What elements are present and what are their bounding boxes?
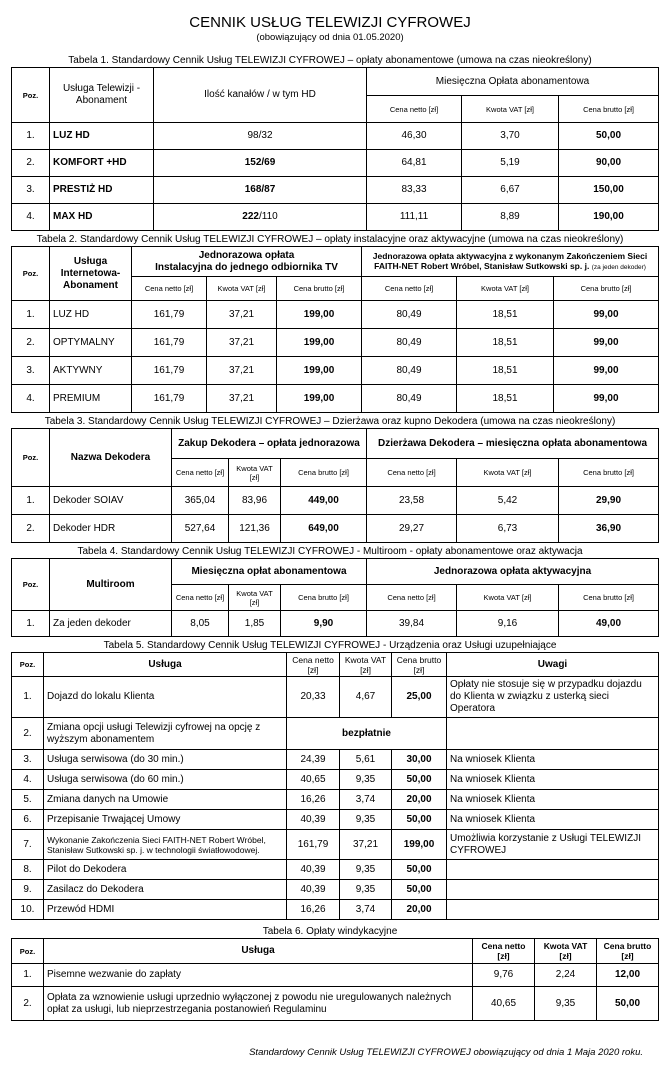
table-row: 2. Dekoder HDR 527,64 121,36 649,00 29,27 6,73 36,90 — [12, 515, 659, 543]
table-row: 2. OPTYMALNY 161,79 37,21 199,00 80,49 18,51 99,00 — [12, 329, 659, 357]
table-row: 1. Za jeden dekoder 8,05 1,85 9,90 39,84 9,16 49,00 — [12, 611, 659, 637]
page-title: CENNIK USŁUG TELEWIZJI CYFROWEJ — [189, 14, 471, 31]
table-row: 4. MAX HD 222/110 111,11 8,89 190,00 — [12, 204, 659, 231]
table6-caption: Tabela 6. Opłaty windykacyjne — [262, 926, 398, 937]
table-row: 7. Wykonanie Zakończenia Sieci FAITH-NET Robert Wróbel, Stanisław Sutkowski sp. j. w technologii światłowodowej. 161,79 37,21 199,00 Umożliwia korzystanie z Usługi TELEWIZJI CYFROWEJ — [12, 830, 659, 860]
table-row: 10. Przewód HDMI 16,26 3,74 20,00 — [12, 900, 659, 920]
table-row: 3. AKTYWNY 161,79 37,21 199,00 80,49 18,51 99,00 — [12, 357, 659, 385]
table3-decoder: Poz. Nazwa Dekodera Zakup Dekodera – opłata jednorazowa Dzierżawa Dekodera – miesięczna opłata abonamentowa Cena netto [zł] Kwota VAT [zł] Cena brutto [zł] Cena netto [zł] Kwota VAT [zł] Cena brutto [zł] 1. Dekoder SOIAV 365,04 83,96 449,00 23,58 5,42 29,90 2. Dekoder HDR 527,64 121,36 649,00 29,27 6,73 36,90 — [11, 428, 659, 543]
table4-caption: Tabela 4. Standardowy Cennik Usług TELEWIZJI CYFROWEJ - Multiroom - opłaty abonamentowe oraz aktywacja — [77, 546, 583, 557]
table-row: 4. PREMIUM 161,79 37,21 199,00 80,49 18,51 99,00 — [12, 385, 659, 413]
col-poz: Poz. — [12, 68, 50, 123]
table-row: 9. Zasilacz do Dekodera 40,39 9,35 50,00 — [12, 880, 659, 900]
table-row: 1. LUZ HD 98/32 46,30 3,70 50,00 — [12, 123, 659, 150]
table-row: 5. Zmiana danych na Umowie 16,26 3,74 20,00 Na wniosek Klienta — [12, 790, 659, 810]
table-row: 8. Pilot do Dekodera 40,39 9,35 50,00 — [12, 860, 659, 880]
table3-caption: Tabela 3. Standardowy Cennik Usług TELEWIZJI CYFROWEJ – Dzierżawa oraz kupno Dekodera (umowa na czas nieokreślony) — [44, 416, 616, 427]
page-subtitle: (obowiązujący od dnia 01.05.2020) — [256, 32, 404, 43]
table-row: 6. Przepisanie Trwającej Umowy 40,39 9,35 50,00 Na wniosek Klienta — [12, 810, 659, 830]
table-row: 1. Pisemne wezwanie do zapłaty 9,76 2,24 12,00 — [12, 964, 659, 987]
table5-caption: Tabela 5. Standardowy Cennik Usług TELEWIZJI CYFROWEJ - Urządzenia oraz Usługi uzupełniające — [103, 640, 557, 651]
table-row: 3. PRESTIŻ HD 168/87 83,33 6,67 150,00 — [12, 177, 659, 204]
table1-subscription — [11, 67, 659, 231]
table2-caption: Tabela 2. Standardowy Cennik Usług TELEWIZJI CYFROWEJ – opłaty instalacyjne oraz aktywacyjne (umowa na czas nieokreślony) — [36, 234, 624, 245]
table2-installation: Poz. Usługa Internetowa- Abonament Jednorazowa opłata Instalacyjna do jednego odbiornika TV Jednorazowa opłata aktywacyjna z wykonanym Zakończeniem Sieci FAITH-NET Robert Wróbel, Stanisław Sutkowski sp. j. (za jeden dekoder) Cena netto [zł] Kwota VAT [zł] Cena brutto [zł] Cena netto [zł] Kwota VAT [zł] Cena brutto [zł] 1. LUZ HD 161,79 37,21 199,00 80,49 18,51 99,00 2. OPTYMALNY 161,79 37,21 199,00 80,49 18,51 99,00 3. AKTYWNY 161,79 37,21 199,00 80,49 18,51 99,00 4. PREMIUM 161,79 37,21 199,00 80,49 18,51 99,00 — [11, 246, 659, 413]
table5-extras: Poz. Usługa Cena netto [zł] Kwota VAT [zł] Cena brutto [zł] Uwagi 1. Dojazd do lokalu Klienta 20,33 4,67 25,00 Opłaty nie stosuje się w przypadku dojazdu do Klienta w związku z usterką sieci Operatora 2. Zmiana opcji usługi Telewizji cyfrowej na opcję z wyższym abonamentem bezpłatnie 3. Usługa serwisowa (do 30 min.) 24,39 5,61 30,00 Na wniosek Klienta 4. Usługa serwisowa (do 60 min.) 40,65 9,35 50,00 Na wniosek Klienta 5. Zmiana danych na Umowie 16,26 3,74 20,00 Na wniosek Klienta 6. Przepisanie Trwającej Umowy 40,39 9,35 50,00 Na wniosek Klienta 7. Wykonanie Zakończenia Sieci FAITH-NET Robert Wróbel, Stanisław Sutkowski sp. j. w technologii światłowodowej. 161,79 37,21 199,00 Umożliwia korzystanie z Usługi TELEWIZJI CYFROWEJ 8. Pilot do Dekodera 40,39 9,35 50,00 9. Zasilacz do Dekodera 40,39 9,35 50,00 10. Przewód HDMI 16,26 3,74 20,00 — [11, 652, 659, 920]
col-netto: Cena netto [zł] — [367, 96, 462, 123]
table-row: 2. KOMFORT +HD 152/69 64,81 5,19 90,00 — [12, 150, 659, 177]
table-row: 2. Opłata za wznowienie usługi uprzednio wyłączonej z powodu nie uregulowanych należnych opłat za usługi, lub nieprzestrzegania postanowień Regulaminu 40,65 9,35 50,00 — [12, 987, 659, 1021]
col-service: Usługa Telewizji - Abonament — [50, 68, 154, 123]
footer-note: Standardowy Cennik Usług TELEWIZJI CYFROWEJ obowiązujący od dnia 1 Maja 2020 roku. — [249, 1047, 643, 1058]
table-row: 4. Usługa serwisowa (do 60 min.) 40,65 9,35 50,00 Na wniosek Klienta — [12, 770, 659, 790]
table6-collection: Poz. Usługa Cena netto [zł] Kwota VAT [zł] Cena brutto [zł] 1. Pisemne wezwanie do zapłaty 9,76 2,24 12,00 2. Opłata za wznowienie usługi uprzednio wyłączonej z powodu nie uregulowanych należnych opłat za usługi, lub nieprzestrzegania postanowień Regulaminu 40,65 9,35 50,00 — [11, 938, 659, 1021]
col-brutto: Cena brutto [zł] — [559, 96, 659, 123]
table1-caption: Tabela 1. Standardowy Cennik Usług TELEWIZJI CYFROWEJ – opłaty abonamentowe (umowa na czas nieokreślony) — [68, 55, 592, 66]
table-row: 1. LUZ HD 161,79 37,21 199,00 80,49 18,51 99,00 — [12, 301, 659, 329]
table-row: 1. Dojazd do lokalu Klienta 20,33 4,67 25,00 Opłaty nie stosuje się w przypadku dojazdu do Klienta w związku z usterką sieci Operatora — [12, 677, 659, 718]
col-monthly-fee: Miesięczna Opłata abonamentowa — [367, 68, 659, 96]
col-vat: Kwota VAT [zł] — [462, 96, 559, 123]
col-channels: Ilość kanałów / w tym HD — [154, 68, 367, 123]
table4-multiroom: Poz. Multiroom Miesięczna opłat abonamentowa Jednorazowa opłata aktywacyjna Cena netto [zł] Kwota VAT [zł] Cena brutto [zł] Cena netto [zł] Kwota VAT [zł] Cena brutto [zł] 1. Za jeden dekoder 8,05 1,85 9,90 39,84 9,16 49,00 — [11, 558, 659, 637]
table-row: 2. Zmiana opcji usługi Telewizji cyfrowej na opcję z wyższym abonamentem bezpłatnie — [12, 718, 659, 750]
table-row: 1. Dekoder SOIAV 365,04 83,96 449,00 23,58 5,42 29,90 — [12, 487, 659, 515]
table-row: 3. Usługa serwisowa (do 30 min.) 24,39 5,61 30,00 Na wniosek Klienta — [12, 750, 659, 770]
